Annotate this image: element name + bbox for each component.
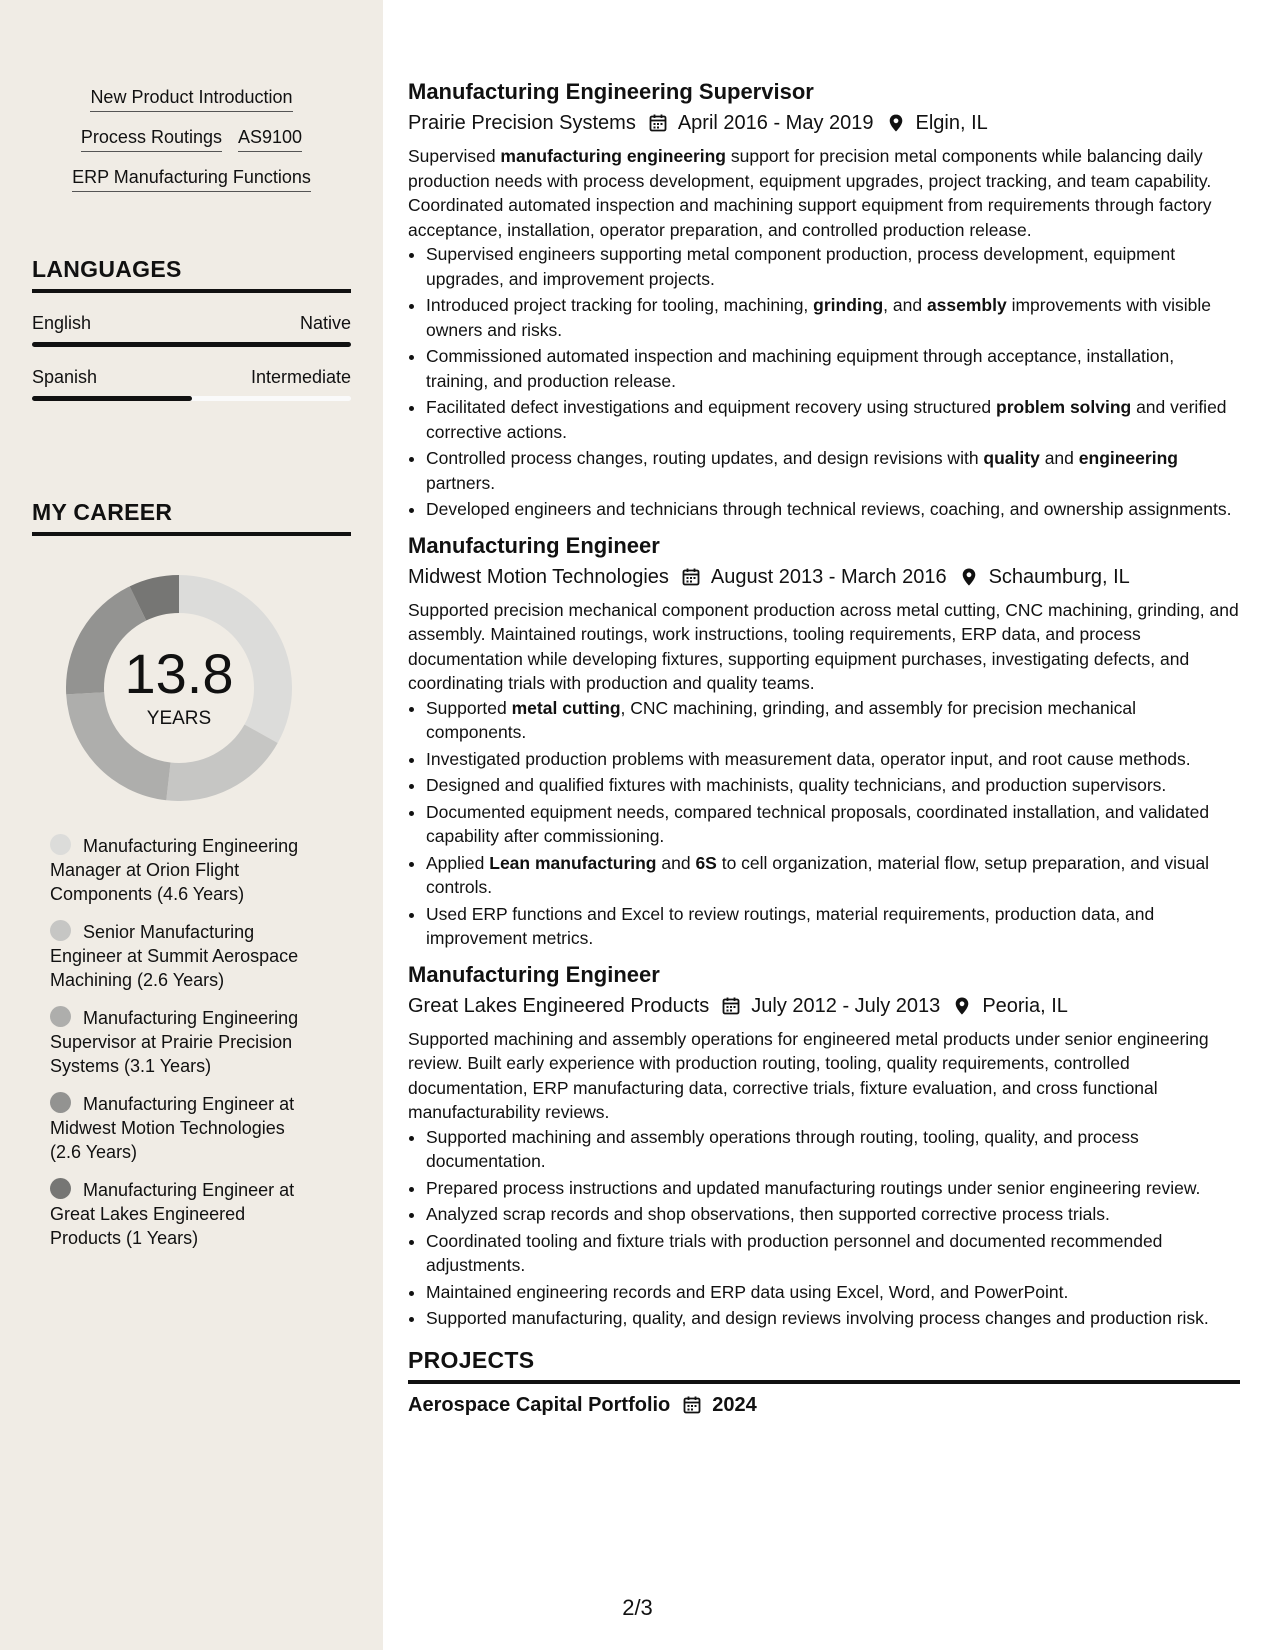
legend-dot-icon <box>50 834 71 855</box>
achievement-item <box>426 242 1240 291</box>
bold-keyword: problem solving <box>996 397 1132 417</box>
legend-dot-icon <box>50 1006 71 1027</box>
text-run: Supervised <box>408 146 501 166</box>
career-title: MY CAREER <box>32 499 173 525</box>
career-section <box>32 499 351 536</box>
job-description <box>408 144 1240 242</box>
text-run: partners. <box>426 472 496 493</box>
job-location: Peoria, IL <box>982 994 1068 1017</box>
calendar-icon <box>681 567 701 587</box>
language-proficiency-bar <box>32 342 351 347</box>
job-dates: April 2016 - May 2019 <box>677 112 874 134</box>
text-run: Developed engineers and technicians through technical reviews, coaching, and ownership assignments. <box>426 499 1232 519</box>
text-run: Supported <box>426 697 512 718</box>
text-run: Supported manufacturing, quality, and design reviews involving process changes and production risk. <box>426 1308 1209 1328</box>
sidebar <box>0 0 383 1650</box>
career-donut-chart <box>66 575 292 801</box>
skills-list <box>32 86 351 206</box>
achievement-item <box>426 446 1240 495</box>
calendar-icon <box>648 113 668 133</box>
bold-keyword: manufacturing engineering <box>500 146 726 166</box>
bold-keyword: 6S <box>695 852 717 873</box>
company-name: Midwest Motion Technologies <box>408 565 669 588</box>
languages-title: LANGUAGES <box>32 256 182 282</box>
calendar-icon <box>682 1395 702 1415</box>
career-years-label: YEARS <box>146 708 212 729</box>
career-legend-item <box>50 834 320 906</box>
bold-keyword: metal cutting <box>511 697 621 718</box>
job-meta <box>408 563 1240 591</box>
skill-tag: ERP Manufacturing Functions <box>72 166 311 192</box>
career-role-label: Manufacturing Engineering Supervisor at Prairie Precision Systems (3.1 Years) <box>50 1008 299 1076</box>
skill-tag: New Product Introduction <box>90 86 292 112</box>
text-run: and verified corrective actions. <box>426 397 1227 442</box>
page-number: 2/3 <box>622 1595 653 1620</box>
achievement-item <box>426 395 1240 444</box>
main-content <box>408 78 1240 1417</box>
location-pin-icon <box>886 113 906 133</box>
career-role-label: Senior Manufacturing Engineer at Summit Aerospace Machining (2.6 Years) <box>50 922 299 990</box>
achievement-item <box>426 851 1240 900</box>
career-legend-item <box>50 1092 320 1164</box>
achievement-item <box>426 497 1240 522</box>
project-year: 2024 <box>712 1393 757 1416</box>
languages-list <box>32 313 351 401</box>
job-description <box>408 598 1240 696</box>
achievement-item <box>426 1280 1240 1305</box>
language-name: English <box>32 313 92 333</box>
career-legend-item <box>50 1178 320 1250</box>
text-run: Introduced project tracking for tooling, machining, <box>426 295 814 315</box>
skill-tag: AS9100 <box>238 126 302 152</box>
achievement-list <box>408 696 1240 951</box>
language-row <box>32 313 351 334</box>
company-name: Great Lakes Engineered Products <box>408 994 710 1017</box>
text-run: Analyzed scrap records and shop observations, then supported corrective process trials. <box>426 1204 1110 1224</box>
job-title: Manufacturing Engineer <box>408 532 660 558</box>
text-run: Supported machining and assembly operations for engineered metal products under senior engineering review. Built early experience with production routing, tooling, quality requirements, controlled documentation, ERP manufacturing data, corrective trials, fixture evaluation, and cross functional manufacturability reviews. <box>408 1028 1209 1122</box>
section-divider <box>32 289 351 293</box>
achievement-item <box>426 902 1240 951</box>
bold-keyword: quality <box>983 448 1040 468</box>
text-run: Coordinated tooling and fixture trials with production personnel and documented recommended adjustments. <box>426 1230 1163 1275</box>
skill-row <box>32 126 351 152</box>
text-run: Supported precision mechanical component production across metal cutting, CNC machining, grinding, and assembly. Maintained routings, work instructions, tooling requirements, ERP data, and process documentation while developing fixtures, supporting equipment purchases, investigating defects, and coordinating trials with production and quality teams. <box>408 599 1239 693</box>
text-run: and <box>1039 448 1079 468</box>
career-legend-item <box>50 1006 320 1078</box>
achievement-list <box>408 242 1240 522</box>
job-dates: August 2013 - March 2016 <box>710 565 947 588</box>
achievement-item <box>426 1306 1240 1331</box>
career-total-years: 13.8 <box>124 642 234 705</box>
achievement-item <box>426 1229 1240 1278</box>
job-description <box>408 1027 1240 1125</box>
job-title: Manufacturing Engineering Supervisor <box>408 79 814 104</box>
language-proficiency-fill <box>32 396 192 401</box>
section-divider <box>32 532 351 536</box>
bold-keyword: grinding <box>813 295 884 315</box>
job-meta <box>408 992 1240 1020</box>
text-run: Investigated production problems with measurement data, operator input, and root cause methods. <box>426 748 1191 769</box>
achievement-list <box>408 1125 1240 1331</box>
language-proficiency-fill <box>32 342 351 347</box>
projects-list <box>408 1394 1240 1417</box>
text-run: Documented equipment needs, compared technical proposals, coordinated installation, and validated capability after commissioning. <box>426 801 1210 846</box>
experience-entry <box>408 961 1240 1331</box>
projects-title: PROJECTS <box>408 1346 535 1373</box>
text-run: Controlled process changes, routing updates, and design revisions with <box>426 448 984 468</box>
job-meta <box>408 109 1240 137</box>
text-run: , CNC machining, grinding, and assembly for precision mechanical components. <box>426 697 1137 742</box>
language-item <box>32 313 351 347</box>
location-pin-icon <box>952 996 972 1016</box>
text-run: , and <box>883 295 927 315</box>
experience-entry <box>408 532 1240 951</box>
projects-section <box>408 1347 1240 1417</box>
text-run: to cell organization, material flow, setup preparation, and visual controls. <box>426 852 1210 897</box>
text-run: improvements with visible owners and risks. <box>426 295 1211 340</box>
job-dates: July 2012 - July 2013 <box>751 994 941 1017</box>
achievement-item <box>426 1176 1240 1201</box>
bold-keyword: Lean manufacturing <box>489 852 657 873</box>
achievement-item <box>426 773 1240 798</box>
company-name: Prairie Precision Systems <box>408 112 636 134</box>
skill-row <box>32 86 351 112</box>
legend-dot-icon <box>50 1178 71 1199</box>
project-name: Aerospace Capital Portfolio <box>408 1393 671 1416</box>
achievement-item <box>426 344 1240 393</box>
language-name: Spanish <box>32 367 98 387</box>
section-divider <box>408 1380 1240 1384</box>
text-run: Designed and qualified fixtures with machinists, quality technicians, and production supervisors. <box>426 775 1167 795</box>
calendar-icon <box>721 996 741 1016</box>
career-role-label: Manufacturing Engineer at Midwest Motion Technologies (2.6 Years) <box>50 1094 295 1162</box>
skill-tag: Process Routings <box>81 126 222 152</box>
job-location: Elgin, IL <box>915 112 988 134</box>
career-legend-item <box>50 920 320 992</box>
text-run: Commissioned automated inspection and machining equipment through acceptance, installation, training, and production release. <box>426 346 1175 391</box>
career-role-label: Manufacturing Engineering Manager at Orion Flight Components (4.6 Years) <box>50 836 299 904</box>
achievement-item <box>426 1125 1240 1174</box>
career-legend <box>50 834 320 1264</box>
language-proficiency-bar <box>32 396 351 401</box>
text-run: and <box>656 852 696 873</box>
experience-entry <box>408 78 1240 522</box>
skill-row <box>32 166 351 192</box>
project-item <box>408 1394 1240 1417</box>
language-item <box>32 367 351 401</box>
achievement-item <box>426 800 1240 849</box>
legend-dot-icon <box>50 920 71 941</box>
donut-center <box>66 575 292 801</box>
text-run: Used ERP functions and Excel to review routings, material requirements, production data, and improvement metrics. <box>426 903 1155 948</box>
legend-dot-icon <box>50 1092 71 1113</box>
achievement-item <box>426 293 1240 342</box>
location-pin-icon <box>959 567 979 587</box>
achievement-item <box>426 1202 1240 1227</box>
language-level: Native <box>299 313 351 333</box>
text-run: Facilitated defect investigations and equipment recovery using structured <box>426 397 997 417</box>
text-run: Supervised engineers supporting metal component production, process development, equipment upgrades, and improvement projects. <box>426 244 1176 289</box>
career-role-label: Manufacturing Engineer at Great Lakes Engineered Products (1 Years) <box>50 1180 295 1248</box>
text-run: Maintained engineering records and ERP data using Excel, Word, and PowerPoint. <box>426 1281 1069 1302</box>
bold-keyword: engineering <box>1078 448 1178 468</box>
experience-list <box>408 78 1240 1331</box>
language-row <box>32 367 351 388</box>
bold-keyword: assembly <box>926 295 1007 315</box>
text-run: Prepared process instructions and updated manufacturing routings under senior engineering review. <box>426 1177 1201 1198</box>
job-title: Manufacturing Engineer <box>408 961 660 987</box>
language-level: Intermediate <box>250 367 351 387</box>
text-run: Applied <box>426 852 490 873</box>
text-run: Supported machining and assembly operations through routing, tooling, quality, and process documentation. <box>426 1126 1139 1171</box>
achievement-item <box>426 747 1240 772</box>
achievement-item <box>426 696 1240 745</box>
text-run: support for precision metal components while balancing daily production needs with process development, equipment upgrades, project tracking, and team capability. Coordinated automated inspection and machining support equipment from requirements through factory acceptance, installation, operator preparation, and controlled production release. <box>408 146 1212 240</box>
job-location: Schaumburg, IL <box>988 565 1130 588</box>
languages-section <box>32 256 351 401</box>
